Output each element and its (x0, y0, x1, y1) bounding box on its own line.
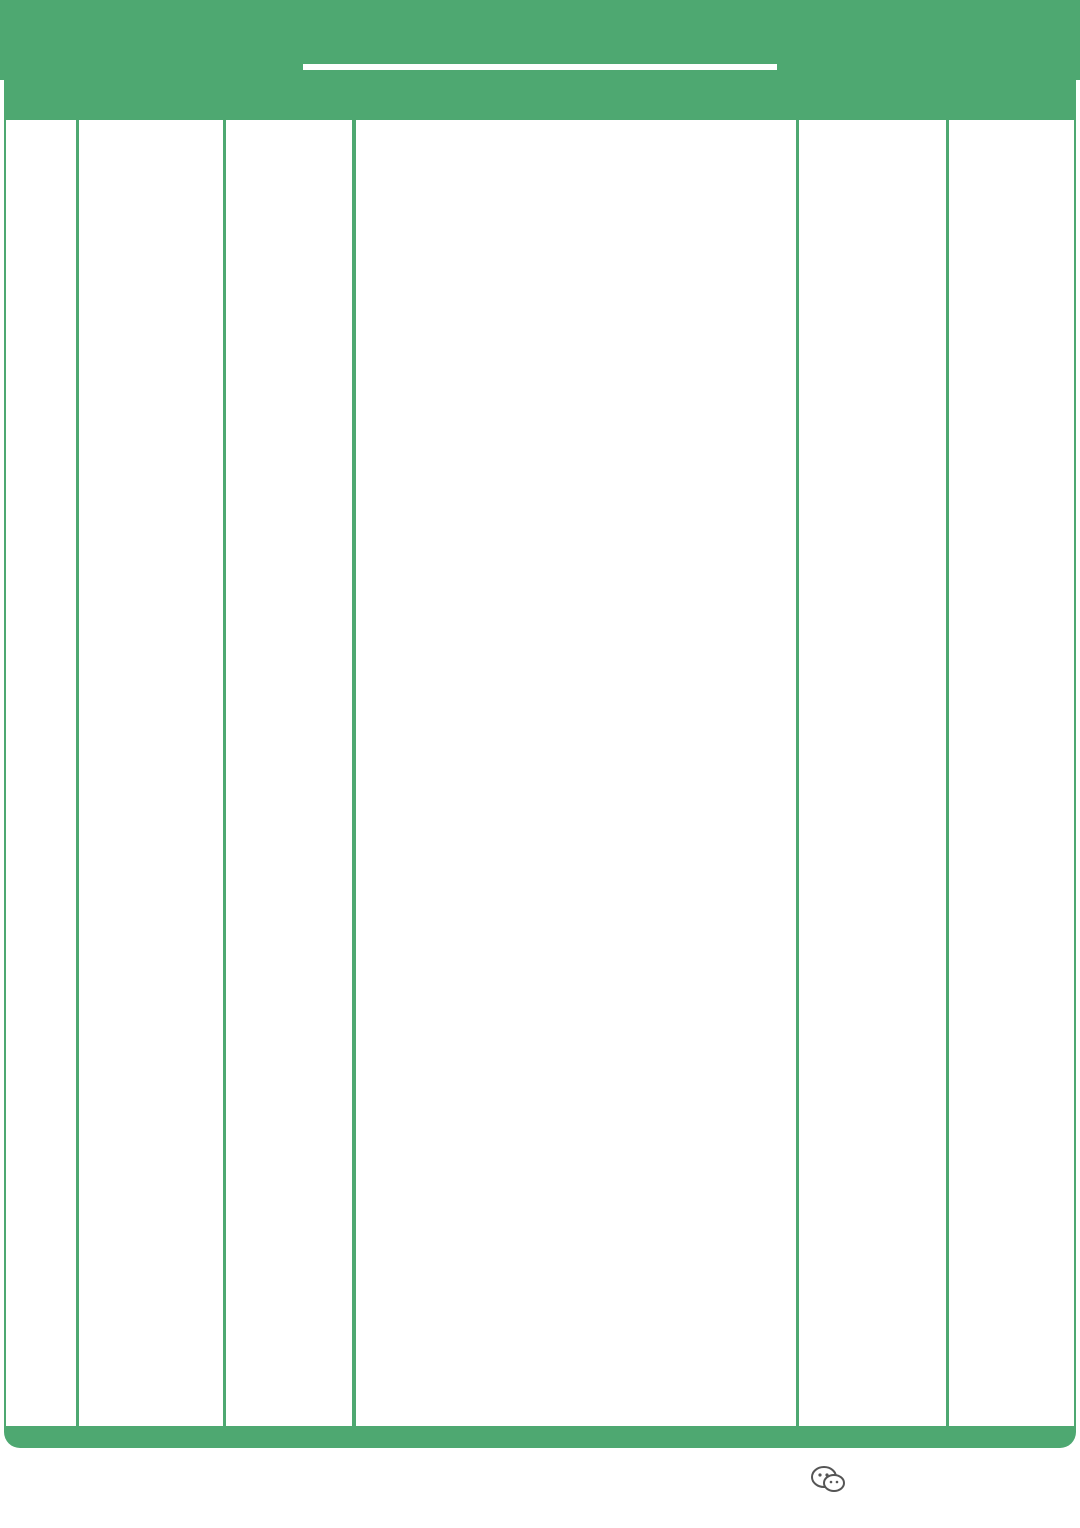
title-underline (303, 64, 777, 70)
column-note (949, 120, 1074, 1426)
header-major (356, 80, 796, 120)
column-subject (79, 120, 223, 1426)
header-subject (79, 80, 223, 120)
header-resubject (226, 80, 352, 120)
column-code (6, 120, 76, 1426)
wechat-icon (810, 1465, 846, 1495)
column-region (799, 120, 946, 1426)
column-resubject (226, 120, 352, 1426)
header-region (799, 80, 946, 120)
column-major (356, 120, 796, 1426)
header-code (6, 80, 76, 120)
brand-watermark (810, 1460, 854, 1500)
header-note (949, 80, 1074, 120)
